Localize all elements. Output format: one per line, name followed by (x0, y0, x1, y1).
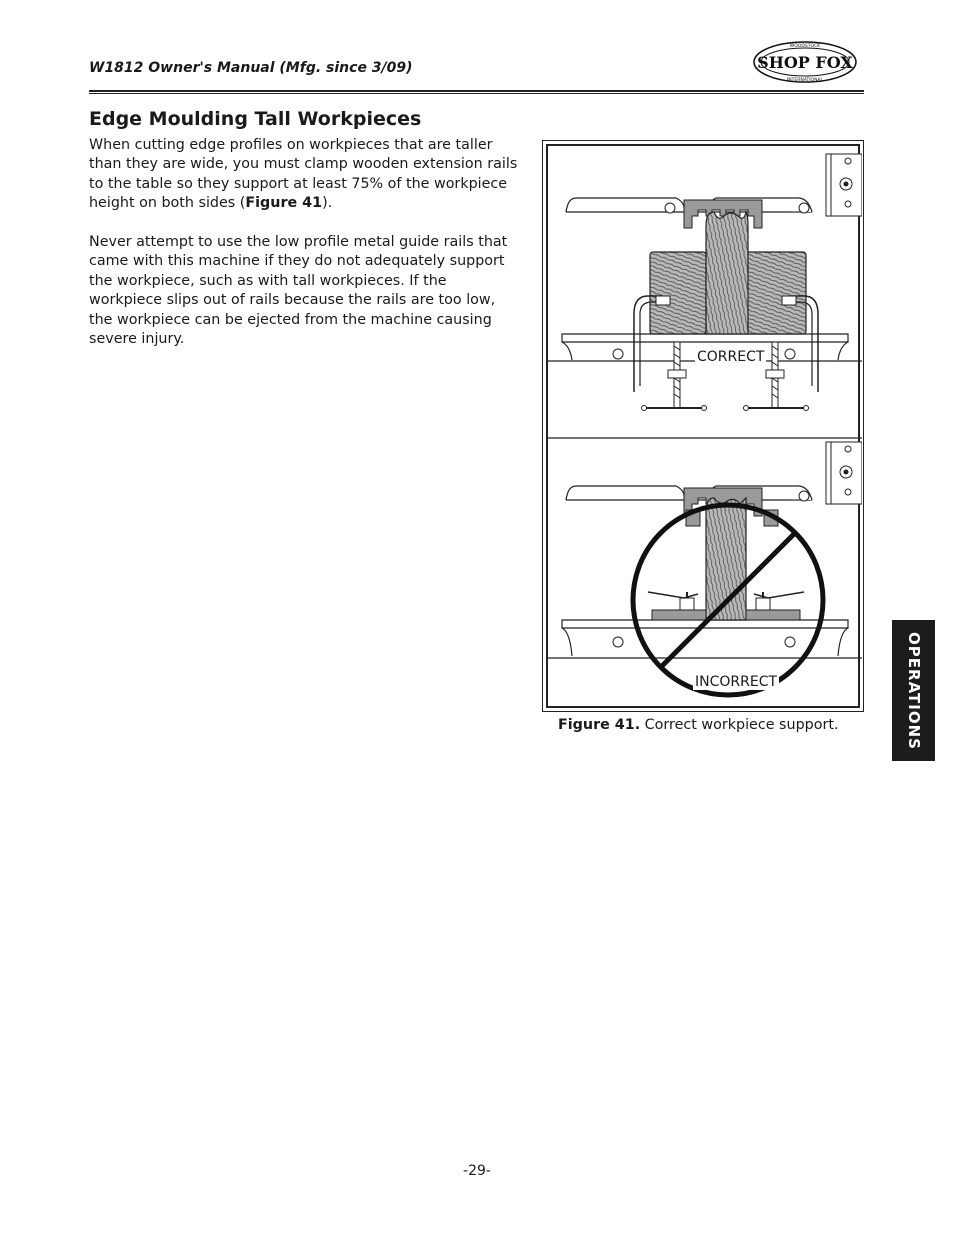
figure-caption: Figure 41. Correct workpiece support. (558, 717, 839, 733)
section-heading: Edge Moulding Tall Workpieces (89, 108, 422, 130)
shop-fox-logo (752, 40, 858, 84)
svg-text:INTERNATIONAL: INTERNATIONAL (786, 78, 824, 83)
logo-text: SHOP FOX (757, 53, 853, 72)
label-correct: CORRECT (697, 349, 765, 365)
figure-41-inner (546, 144, 860, 708)
svg-text:WOODSTOCK: WOODSTOCK (789, 44, 821, 49)
caption-figure-ref: Figure 41. (558, 717, 641, 733)
side-tab-label: OPERATIONS (904, 631, 923, 750)
incorrect-setup-diagram (548, 442, 862, 695)
figure-reference: Figure 41 (245, 195, 323, 212)
figure-41-illustration (548, 146, 862, 710)
label-incorrect: INCORRECT (695, 674, 778, 690)
manual-title: W1812 Owner's Manual (Mfg. since 3/09) (89, 60, 413, 76)
section-side-tab (892, 620, 935, 761)
paragraph-rail-requirement: When cutting edge profiles on workpieces that are taller than they are wide, you must clamp wooden extension rails to the table so they support at least 75% of the workpiece height on both sides (Figure 41). (89, 137, 518, 212)
header-rule (89, 90, 864, 94)
correct-setup-diagram (548, 154, 862, 411)
paragraph-warning: Never attempt to use the low profile metal guide rails that came with this machine if they do not adequately support the workpiece, such as with tall workpieces. If the workpiece slips out of rails because the rails are too low, the workpiece can be ejected from the machine causing severe injury. (89, 234, 508, 348)
page-number: -29- (463, 1163, 491, 1179)
figure-41 (542, 140, 864, 712)
